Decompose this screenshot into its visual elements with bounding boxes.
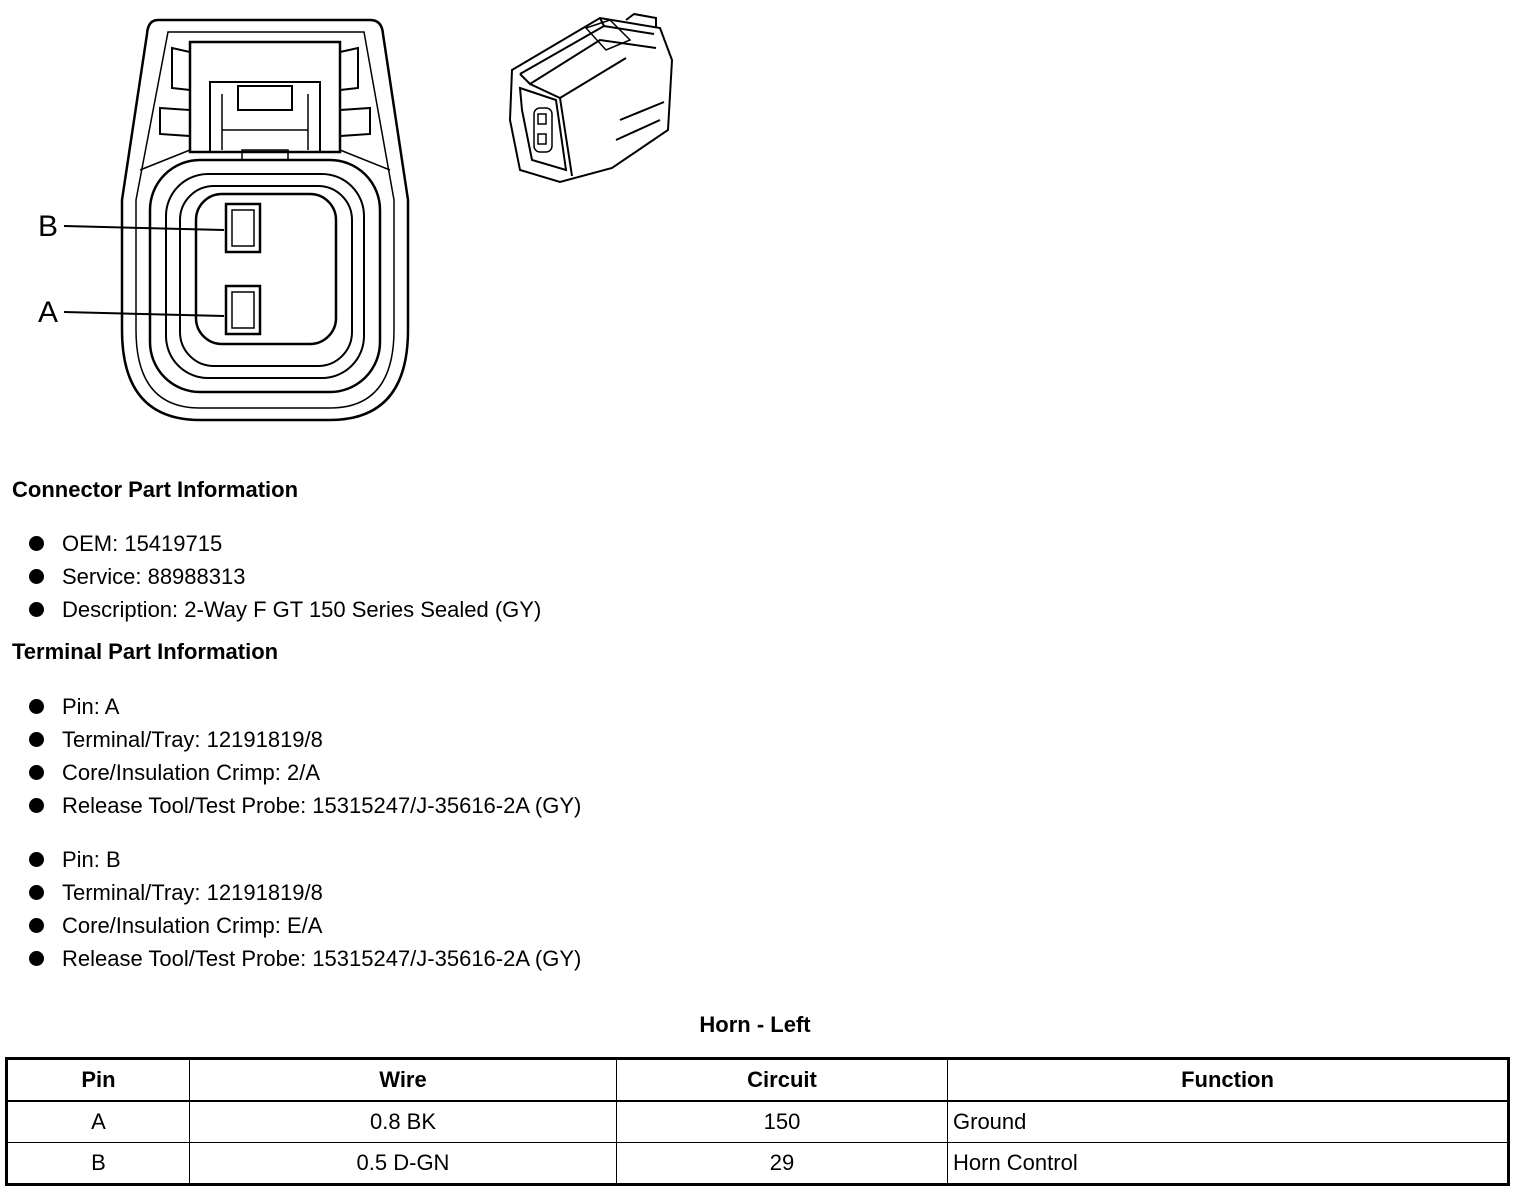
terminal-a (226, 286, 260, 334)
cell-wire: 0.5 D-GN (190, 1143, 617, 1185)
side-tab-left-bottom (160, 108, 190, 136)
side-tab-left-top (172, 48, 190, 90)
pin-label-a: A (38, 296, 59, 329)
pin-table (5, 1057, 1510, 1186)
cell-circuit: 29 (617, 1143, 948, 1185)
latch-inner-lines (222, 94, 308, 150)
list-item: Terminal/Tray: 12191819/8 (28, 876, 581, 909)
leader-line-b (64, 226, 224, 230)
column-header-circuit: Circuit (617, 1059, 948, 1102)
bullet-icon (29, 699, 44, 714)
side-tab-right-bottom (340, 108, 370, 136)
latch-body (210, 82, 320, 152)
bullet-icon (29, 918, 44, 933)
cavity-face (196, 194, 336, 344)
bullet-icon (29, 536, 44, 551)
latch-tab (238, 86, 292, 110)
list-item: Core/Insulation Crimp: 2/A (28, 756, 581, 789)
list-item: Release Tool/Test Probe: 15315247/J-35616-2A (GY) (28, 942, 581, 975)
connector-part-info-heading: Connector Part Information (12, 477, 299, 502)
list-item: Terminal/Tray: 12191819/8 (28, 723, 581, 756)
cell-wire: 0.8 BK (190, 1101, 617, 1143)
terminal-b (226, 204, 260, 252)
bullet-icon (29, 732, 44, 747)
pin-table-title: Horn - Left (699, 1012, 811, 1037)
bullet-icon (29, 885, 44, 900)
list-item: Pin: A (28, 690, 581, 723)
terminal-pin-a-list (28, 690, 581, 822)
list-item: Pin: B (28, 843, 581, 876)
bullet-icon (29, 569, 44, 584)
pin-label-b: B (38, 210, 59, 243)
bullet-icon (29, 951, 44, 966)
leader-line-a (64, 312, 224, 316)
column-header-pin: Pin (7, 1059, 190, 1102)
connector-part-info-list (28, 527, 541, 626)
table-header-row (7, 1059, 1509, 1102)
connector-isometric-view (510, 14, 672, 182)
list-item: Service: 88988313 (28, 560, 541, 593)
list-item: Description: 2-Way F GT 150 Series Sealed (GY) (28, 593, 541, 626)
cell-function: Horn Control (948, 1143, 1509, 1185)
column-header-wire: Wire (190, 1059, 617, 1102)
bullet-icon (29, 765, 44, 780)
cell-function: Ground (948, 1101, 1509, 1143)
connector-housing-outline (122, 20, 408, 420)
cell-circuit: 150 (617, 1101, 948, 1143)
table-row (7, 1143, 1509, 1185)
terminal-b-inner (232, 210, 254, 246)
list-item: Core/Insulation Crimp: E/A (28, 909, 581, 942)
bullet-icon (29, 602, 44, 617)
list-item: Release Tool/Test Probe: 15315247/J-35616-2A (GY) (28, 789, 581, 822)
connector-diagram (0, 0, 700, 440)
terminal-pin-b-list (28, 843, 581, 975)
side-tab-right-top (340, 48, 358, 90)
column-header-function: Function (948, 1059, 1509, 1102)
cell-pin: B (7, 1143, 190, 1185)
bullet-icon (29, 798, 44, 813)
bullet-icon (29, 852, 44, 867)
list-item: OEM: 15419715 (28, 527, 541, 560)
latch-outer (190, 42, 340, 152)
terminal-part-info-heading: Terminal Part Information (12, 639, 279, 664)
cell-pin: A (7, 1101, 190, 1143)
table-row (7, 1101, 1509, 1143)
terminal-a-inner (232, 292, 254, 328)
